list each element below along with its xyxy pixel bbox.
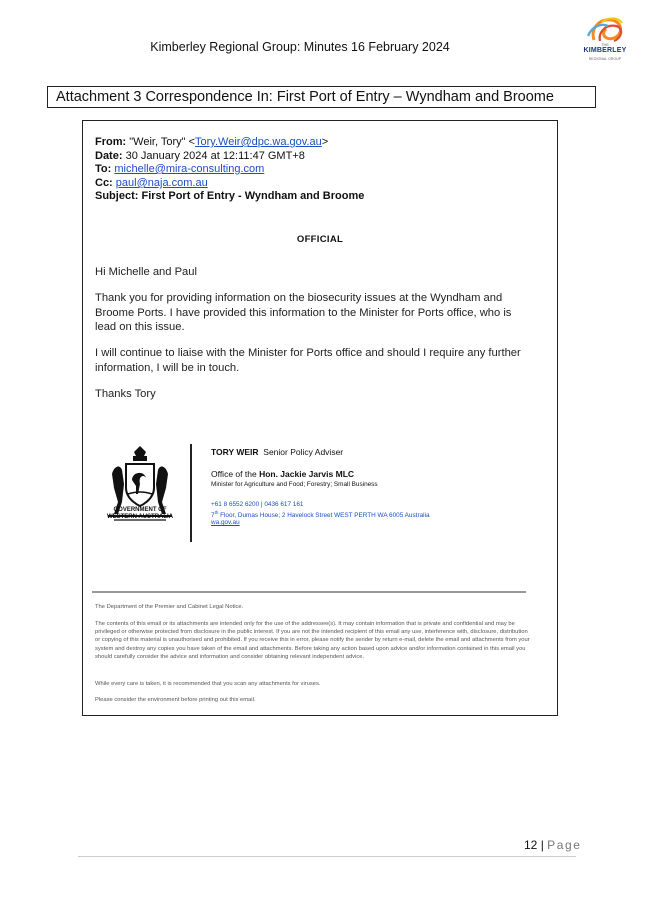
legal-separator — [92, 591, 526, 593]
email-paragraph-1: Thank you for providing information on the biosecurity issues at the Wyndham and Broome Ports. I have provided this information to the Minister for Ports office, who is lead on this issue. — [95, 292, 512, 333]
to-label: To: — [95, 163, 112, 175]
cc-label: Cc: — [95, 177, 113, 189]
signature-role: Senior Policy Adviser — [263, 447, 344, 457]
email-subject-line — [95, 189, 364, 203]
subject-label: Subject: — [95, 190, 139, 202]
email-from-line — [95, 135, 328, 149]
signature-name: TORY WEIR — [211, 447, 259, 457]
kimberley-logo — [580, 14, 630, 72]
signature-divider — [190, 444, 192, 542]
kimberley-swirl-icon — [580, 14, 630, 44]
from-close: > — [321, 136, 329, 148]
email-paragraph-2: I will continue to liaise with the Minister for Ports office and should I require any further information, I will be in touch. — [95, 347, 521, 374]
address-floor-suffix: th — [214, 510, 219, 515]
legal-notice-body: The contents of this email or its attachments are intended only for the use of the addressee(s). It may contain information that is private and confidential and may be privileged or otherwise protected from disclosure in the public interest. If you are not the intended recipient of this email any use, interference with, disclosure, distribution or copying of this material is unauthorised and prohibited. If you receive this in error, please notify the sender by return e-mail, delete the email and attachments from your system and destroy any copies you have taken of the email and attachments. Before taking any action based upon advice and/or information contained in this email you should carefully consider the advice and information and consider obtaining relevant independent advice. — [95, 621, 530, 660]
signature-minister: Minister for Agriculture and Food; Forestry; Small Business — [211, 481, 378, 488]
signature-website-link[interactable]: wa.gov.au — [211, 519, 240, 526]
signature-office-line — [211, 469, 354, 479]
page-number-footer — [524, 838, 582, 852]
office-prefix: Office of the — [211, 469, 257, 479]
logo-text-sub: REGIONAL GROUP — [588, 57, 622, 61]
gov-wa-line-1: GOVERNMENT OF — [113, 507, 167, 513]
legal-notice-title: The Department of the Premier and Cabinet Legal Notice. — [95, 604, 244, 610]
gov-wa-line-2: WESTERN AUSTRALIA — [106, 514, 174, 520]
cc-email-link[interactable]: paul@naja.com.au — [115, 177, 208, 189]
date-label: Date: — [95, 150, 123, 162]
page-word: Page — [547, 838, 582, 852]
attachment-title: Attachment 3 Correspondence In: First Port of Entry – Wyndham and Broome — [47, 86, 596, 108]
subject-value: First Port of Entry - Wyndham and Broome — [141, 190, 365, 202]
from-label: From: — [95, 136, 127, 148]
signature-name-line — [211, 447, 343, 457]
logo-text-name: KIMBERLEY — [583, 47, 627, 54]
email-to-line — [95, 162, 264, 176]
signature-address — [211, 510, 430, 519]
from-name: "Weir, Tory" < — [129, 136, 196, 148]
signature-phone[interactable]: +61 8 6552 6200 | 0436 617 161 — [211, 501, 304, 508]
address-floor: 7 — [211, 512, 215, 520]
page-separator: | — [537, 838, 548, 852]
email-date-line — [95, 149, 305, 163]
email-signoff: Thanks Tory — [95, 388, 156, 400]
email-greeting: Hi Michelle and Paul — [95, 266, 197, 278]
page-number: 12 — [524, 838, 538, 852]
legal-environment-notice: Please consider the environment before printing out this email. — [95, 697, 256, 703]
date-value: 30 January 2024 at 12:11:47 GMT+8 — [125, 150, 305, 162]
office-name: Hon. Jackie Jarvis MLC — [259, 469, 355, 479]
footer-rule — [78, 856, 576, 857]
address-street: Floor, Dumas House; 2 Havelock Street WEST PERTH WA 6005 Australia — [218, 512, 430, 520]
from-email-link[interactable]: Tory.Weir@dpc.wa.gov.au — [195, 136, 322, 148]
email-cc-line — [95, 176, 208, 190]
legal-virus-notice: While every care is taken, it is recommended that you scan any attachments for viruses. — [95, 681, 321, 687]
logo-text-the: THE — [601, 42, 609, 47]
to-email-link[interactable]: michelle@mira-consulting.com — [114, 163, 265, 175]
classification-label: OFFICIAL — [296, 234, 344, 245]
document-header-title: Kimberley Regional Group: Minutes 16 February 2024 — [150, 40, 450, 54]
